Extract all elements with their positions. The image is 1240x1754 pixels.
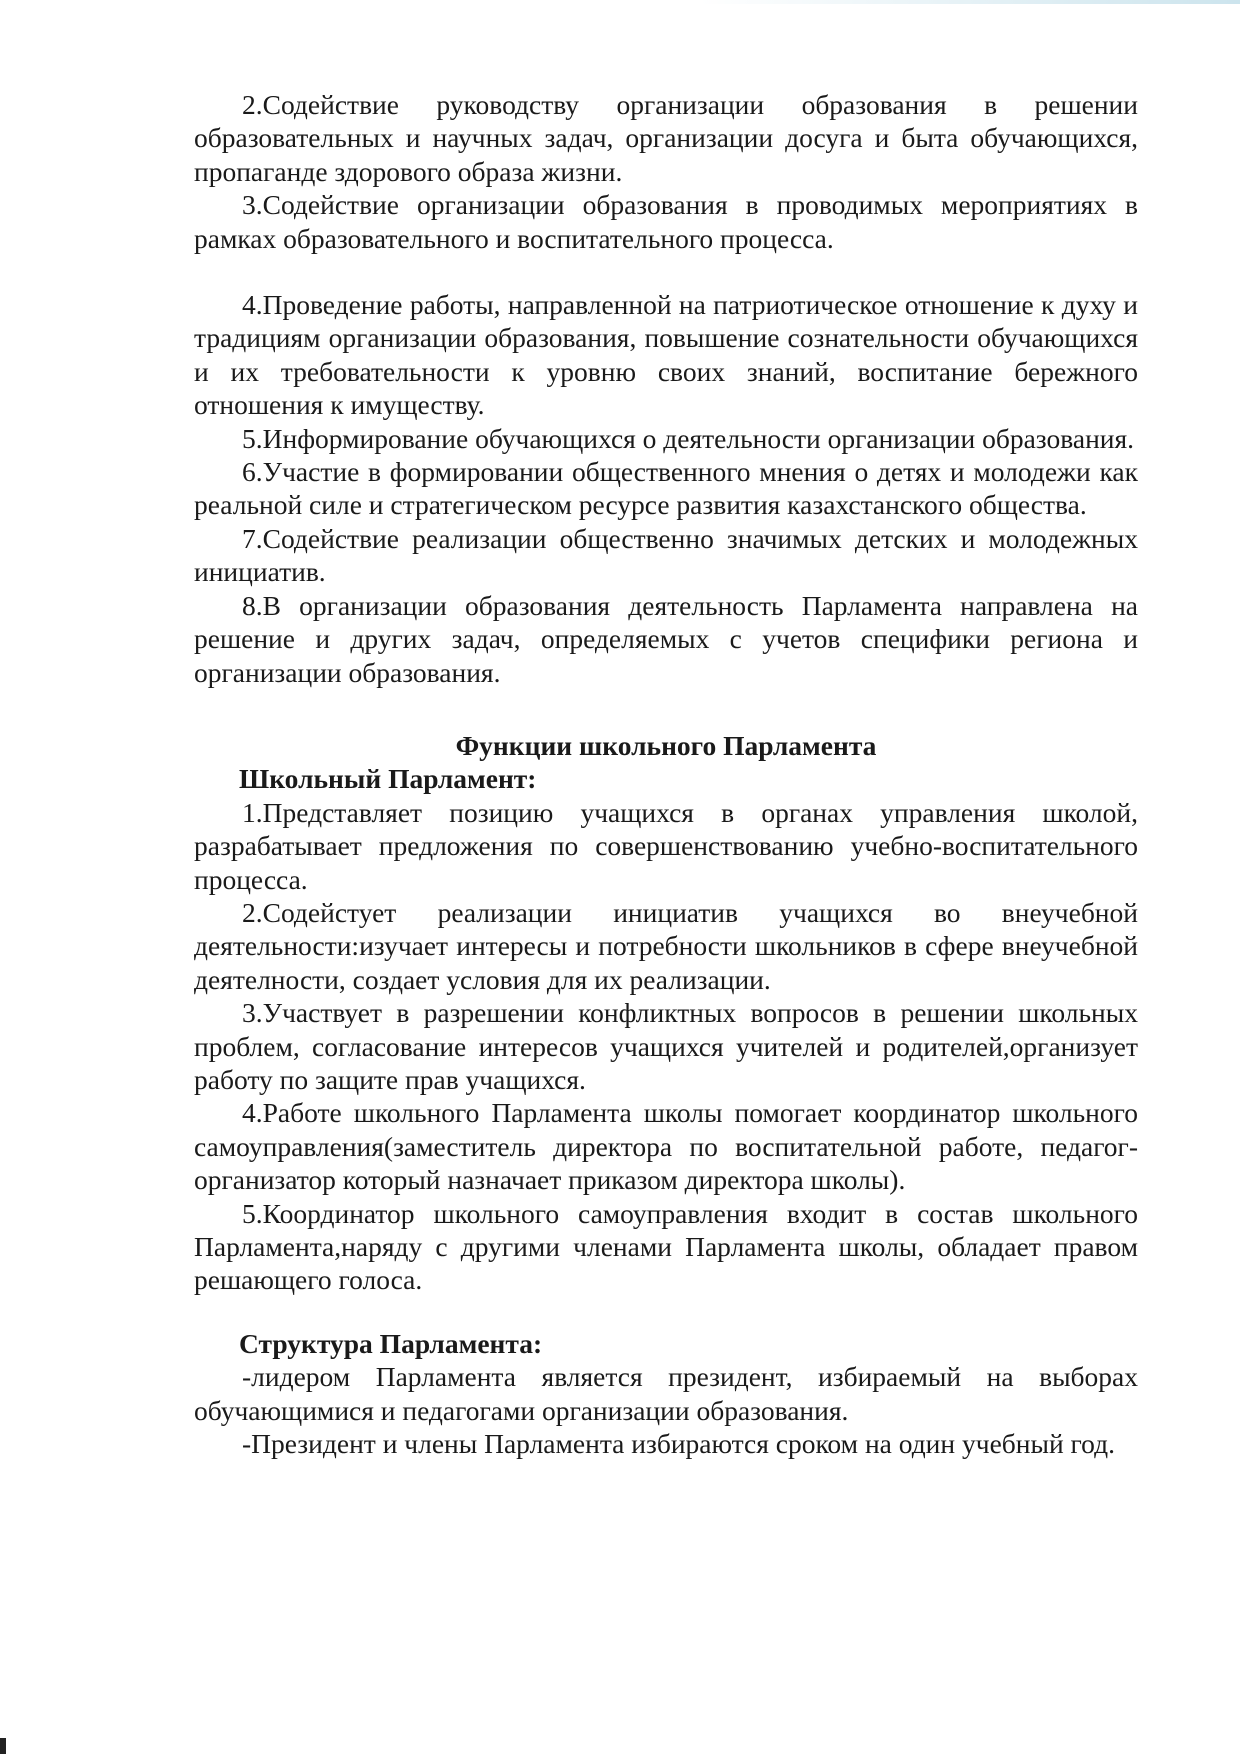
paragraph-goal-3: 3.Содействие организации образования в проводимых мероприятиях в рамках образовательного и воспитательного процесса.	[194, 189, 1138, 254]
paragraph-function-1: 1.Представляет позицию учащихся в органах управления школой, разрабатывает предложения по совершенствованию учебно-воспитательного процесса.	[194, 796, 1138, 895]
paragraph-goal-8: 8.В организации образования деятельность Парламента направлена на решение и других задач, определяемых с учетов специфики региона и организации образования.	[194, 589, 1138, 688]
paragraph-goal-5: 5.Информирование обучающихся о деятельности организации образования.	[242, 422, 1135, 454]
scan-edge-mark	[0, 1738, 6, 1754]
paragraph-goal-6: 6.Участие в формировании общественного мнения о детях и молодежи как реальной силе и стратегическом ресурсе развития казахстанского общества.	[194, 456, 1138, 521]
paragraph-function-5: 5.Координатор школьного самоуправления входит в состав школьного Парламента,наряду с другими членами Парламента школы, обладает правом решающего голоса.	[194, 1197, 1138, 1296]
paragraph-goal-4: 4.Проведение работы, направленной на патриотическое отношение к духу и традициям организации образования, повышение сознательности обучающихся и их требовательности к уровню своих знаний, воспитание бережного отношения к имуществу.	[194, 289, 1138, 421]
paragraph-structure-1: -лидером Парламента является президент, избираемый на выборах обучающимися и педагогами организации образования.	[194, 1361, 1138, 1426]
parliament-label: Школьный Парламент:	[239, 763, 537, 795]
paragraph-function-3: 3.Участвует в разрешении конфликтных вопросов в решении школьных проблем, согласование интересов учащихся учителей и родителей,организует работу по защите прав учащихся.	[194, 997, 1138, 1095]
paragraph-goal-7: 7.Содействие реализации общественно значимых детских и молодежных инициатив.	[194, 522, 1138, 588]
paragraph-function-2: 2.Содейстует реализации инициатив учащихся во внеучебной деятельности:изучает интересы и потребности школьников в сфере внеучебной деятелности, создает условия для их реализации.	[194, 896, 1138, 995]
document-body	[194, 88, 1138, 1460]
paragraph-function-4: 4.Работе школьного Парламента школы помогает координатор школьного самоуправления(заместитель директора по воспитательной работе, педагог-организатор который назначает приказом директора школы).	[194, 1097, 1138, 1196]
paragraph-structure-2: -Президент и члены Парламента избираются сроком на один учебный год.	[242, 1428, 1115, 1460]
structure-heading: Структура Парламента:	[239, 1327, 543, 1359]
paragraph-goal-2: 2.Содействие руководству организации образования в решении образовательных и научных задач, организации досуга и быта обучающихся, пропаганде здорового образа жизни.	[194, 89, 1138, 187]
scan-edge-tint	[700, 0, 1240, 4]
functions-heading: Функции школьного Парламента	[455, 729, 877, 761]
